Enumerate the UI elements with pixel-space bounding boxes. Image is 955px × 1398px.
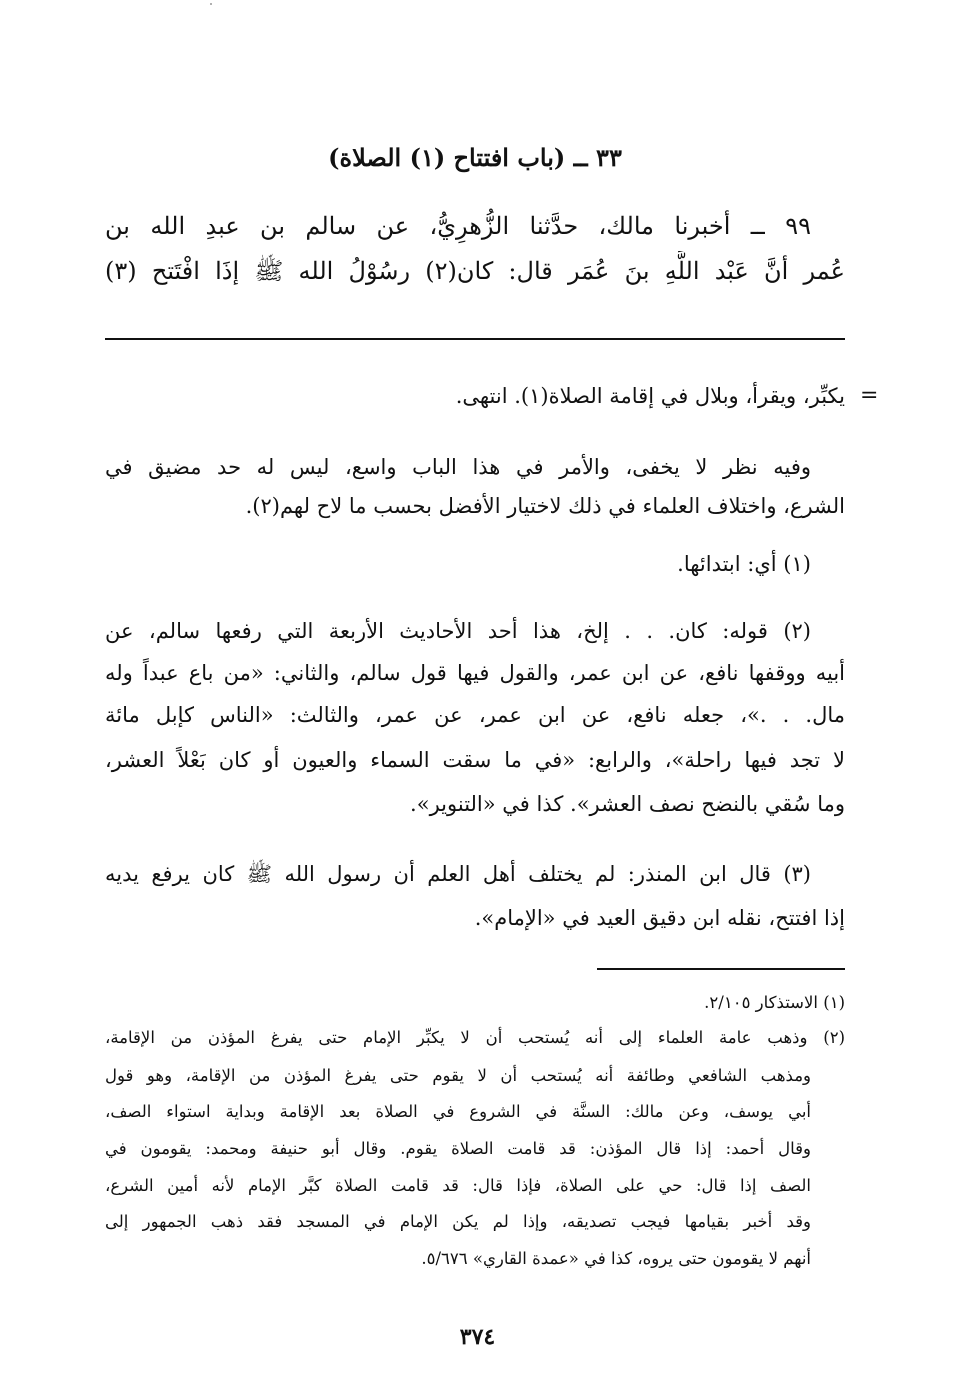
commentary-note2-line-2: أبيه ووقفها نافع، عن ابن عمر، والقول فيها قول سالم، والثاني: «من باع عبداً وله: [105, 661, 845, 685]
commentary-note2-line-5: وما سُقي بالنضح نصف العشر». كذا في «التنوير».: [410, 792, 845, 816]
page-number: ٣٧٤: [459, 1324, 496, 1350]
continuation-mark: =: [860, 383, 879, 408]
hadith-line-2: عُمر أنَّ عَبْد اللَّهِ بنَ عُمَر قال: كان(٢) رسُوْلُ الله ﷺ إذَا افْتَتح (٣): [105, 257, 845, 285]
commentary-note3-line-1: (٣) قال ابن المنذر: لم يختلف أهل العلم أن رسول الله ﷺ كان يرفع يديه: [105, 862, 811, 886]
commentary-p2-line-1: وفيه نظر لا يخفى، والأمر في هذا الباب واسع، ليس له حد مضيق في: [105, 455, 811, 479]
footnote-separator-rule: [597, 968, 845, 970]
commentary-note2-line-4: لا تجد فيها راحلة»، والرابع: «في ما سقت السماء والعيون أو كان بَعْلاً العشر،: [105, 748, 845, 772]
footnote-2-line-1: (٢) وذهب عامة العلماء إلى أنه يُستحب أن لا يكبِّر الإمام حتى يفرغ المؤذن من الإقامة،: [105, 1028, 845, 1047]
footnote-2-line-2: ومذهب الشافعي وطائفة أنه يُستحب أن لا يقوم حتى يفرغ المؤذن من الإقامة، وهو قول: [105, 1066, 811, 1085]
footnote-2-line-4: وقال أحمد: إذا قال المؤذن: قد قامت الصلاة يقوم. وقال أبو حنيفة ومحمد: يقومون في: [105, 1139, 811, 1158]
commentary-note2-line-3: مال. . .»، جعله نافع، عن ابن عمر، عن عمر، والثالث: «الناس كإبل مائة: [105, 703, 845, 727]
commentary-paragraph-1: يكبِّر، ويقرأ، وبلال في إقامة الصلاة(١). انتهى.: [455, 384, 845, 408]
commentary-note-1: (١) أي: ابتدائها.: [677, 552, 811, 576]
footnote-1: (١) الاستذكار ٢/١٠٥.: [704, 993, 845, 1012]
main-separator-rule: [105, 338, 845, 340]
commentary-p2-line-2: الشرع، واختلاف العلماء في ذلك لاختيار الأفضل بحسب ما لاح لهم(٢).: [245, 494, 845, 518]
hadith-line-1: ٩٩ ــ أخبرنا مالك، حدَّثنا الزُّهرِيُّ، عن سالم بن عبدِ الله بن: [105, 212, 811, 240]
footnote-2-line-7: أنهم لا يقومون حتى يروه، كذا في «عمدة القاري» ٥/٦٧٦.: [421, 1249, 811, 1268]
chapter-title: ٣٣ ــ (باب افتتاح (١) الصلاة): [328, 143, 622, 172]
footnote-2-line-5: الصف إذا قال: حي على الصلاة، فإذا قال: قد قامت الصلاة كبَّر الإمام لأنه أمين الشرع،: [105, 1176, 811, 1195]
footnote-2-line-6: وقد أخبر بقيامها فيجب تصديقه، وإذا لم يكن الإمام في المسجد فقد ذهب الجمهور إلى: [105, 1212, 811, 1231]
commentary-note3-line-2: إذا افتتح، نقله ابن دقيق العيد في «الإمام».: [474, 906, 845, 930]
commentary-note2-line-1: (٢) قوله: كان. . . إلخ، هذا أحد الأحاديث الأربعة التي رفعها سالم، عن: [105, 619, 811, 643]
footnote-2-line-3: أبي يوسف، وعن مالك: السنَّة في الشروع في الصلاة بعد الإقامة وبداية استواء الصف،: [105, 1102, 811, 1121]
scan-speck: [210, 3, 212, 5]
